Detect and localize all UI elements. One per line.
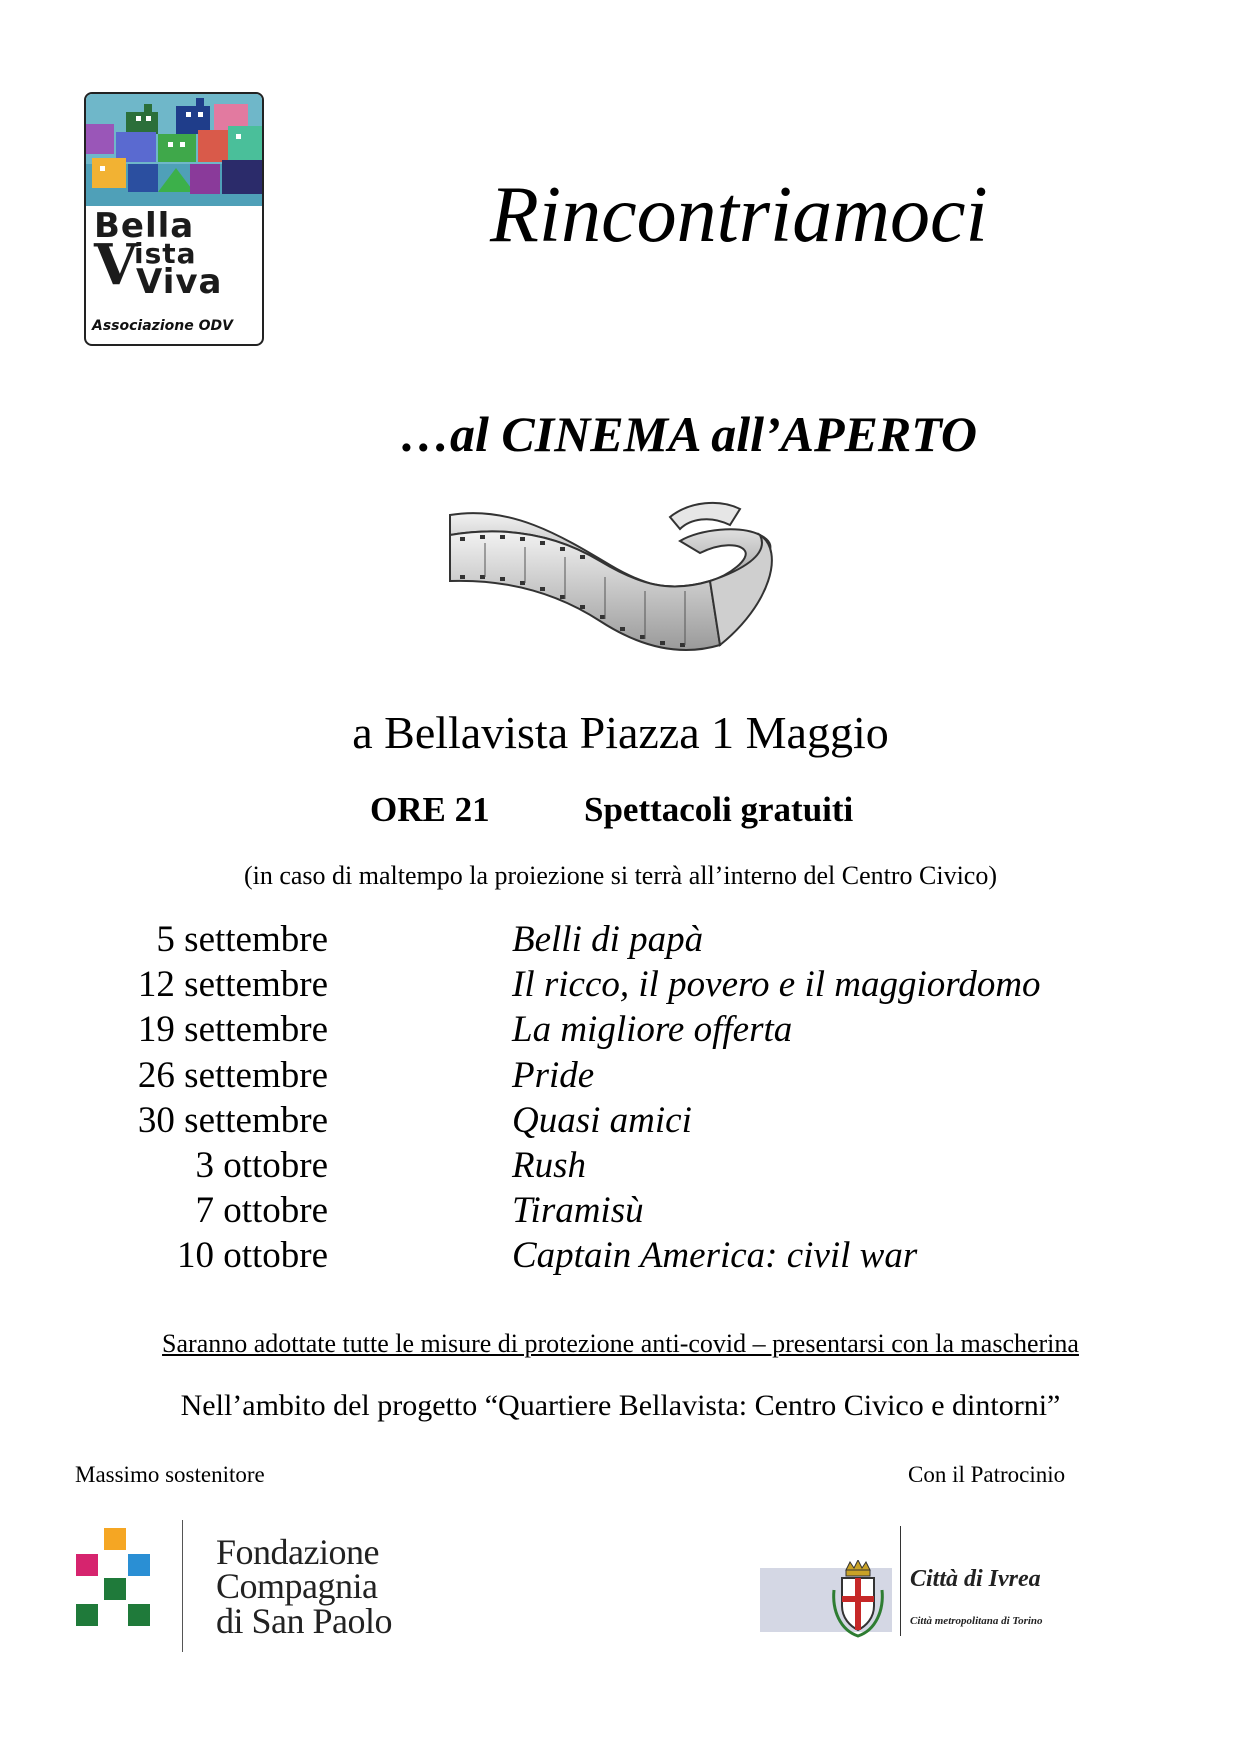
event-time: ORE 21 <box>370 790 490 829</box>
bellavista-viva-logo <box>84 92 264 346</box>
screening-date: 3 ottobre <box>195 1145 328 1186</box>
screening-date: 19 settembre <box>137 1009 328 1050</box>
page-title: Rincontriamoci <box>490 171 988 259</box>
schedule-row <box>0 1234 1241 1279</box>
patron-name: Città di Ivrea <box>910 1566 1041 1592</box>
schedule-row <box>0 1189 1241 1234</box>
schedule-row <box>0 1099 1241 1144</box>
film-title: Pride <box>512 1055 595 1096</box>
patron-label: Con il Patrocinio <box>908 1462 1066 1487</box>
logo-letter-v: V <box>94 232 138 298</box>
patron-divider <box>900 1526 901 1636</box>
logo-word-ista: ista <box>134 237 197 270</box>
screening-date: 5 settembre <box>156 919 328 960</box>
event-price: Spettacoli gratuiti <box>584 790 854 829</box>
schedule-row <box>0 1008 1241 1053</box>
film-strip-icon <box>440 495 810 665</box>
schedule-row <box>0 1054 1241 1099</box>
sponsor-label: Massimo sostenitore <box>75 1462 265 1487</box>
screening-date: 12 settembre <box>137 964 328 1005</box>
film-title: Quasi amici <box>512 1100 692 1141</box>
screening-date: 10 ottobre <box>176 1235 328 1276</box>
schedule-row <box>0 918 1241 963</box>
schedule-row <box>0 963 1241 1008</box>
fcsp-logo-mark <box>76 1528 156 1638</box>
film-title: Tiramisù <box>512 1190 644 1231</box>
event-location: a Bellavista Piazza 1 Maggio <box>352 707 889 758</box>
logo-word-bella: Bella <box>94 206 195 246</box>
sponsor-name-line-2: Compagnia <box>216 1566 378 1606</box>
film-title: Belli di papà <box>512 919 704 960</box>
logo-subtitle: Associazione ODV <box>92 318 233 334</box>
project-note: Nell’ambito del progetto “Quartiere Bellavista: Centro Civico e dintorni” <box>180 1389 1061 1422</box>
film-title: Il ricco, il povero e il maggiordomo <box>512 964 1041 1005</box>
patron-subtitle: Città metropolitana di Torino <box>910 1615 1043 1627</box>
film-title: La migliore offerta <box>512 1009 793 1050</box>
screening-date: 26 settembre <box>137 1055 328 1096</box>
sponsor-name-line-3: di San Paolo <box>216 1601 393 1641</box>
film-title: Rush <box>512 1145 586 1186</box>
houses-illustration <box>86 94 262 206</box>
weather-note: (in caso di maltempo la proiezione si terrà all’interno del Centro Civico) <box>243 861 998 890</box>
screening-date: 7 ottobre <box>195 1190 328 1231</box>
covid-note: Saranno adottate tutte le misure di protezione anti-covid – presentarsi con la mascherina <box>162 1329 1079 1358</box>
film-title: Captain America: civil war <box>512 1235 918 1276</box>
ivrea-coat-of-arms-icon <box>830 1560 886 1640</box>
sponsor-divider <box>182 1520 183 1652</box>
schedule-row <box>0 1144 1241 1189</box>
event-subtitle: …al CINEMA all’APERTO <box>400 406 977 462</box>
screening-date: 30 settembre <box>137 1100 328 1141</box>
logo-word-viva: Viva <box>136 262 223 302</box>
sponsor-name-line-1: Fondazione <box>216 1532 379 1572</box>
